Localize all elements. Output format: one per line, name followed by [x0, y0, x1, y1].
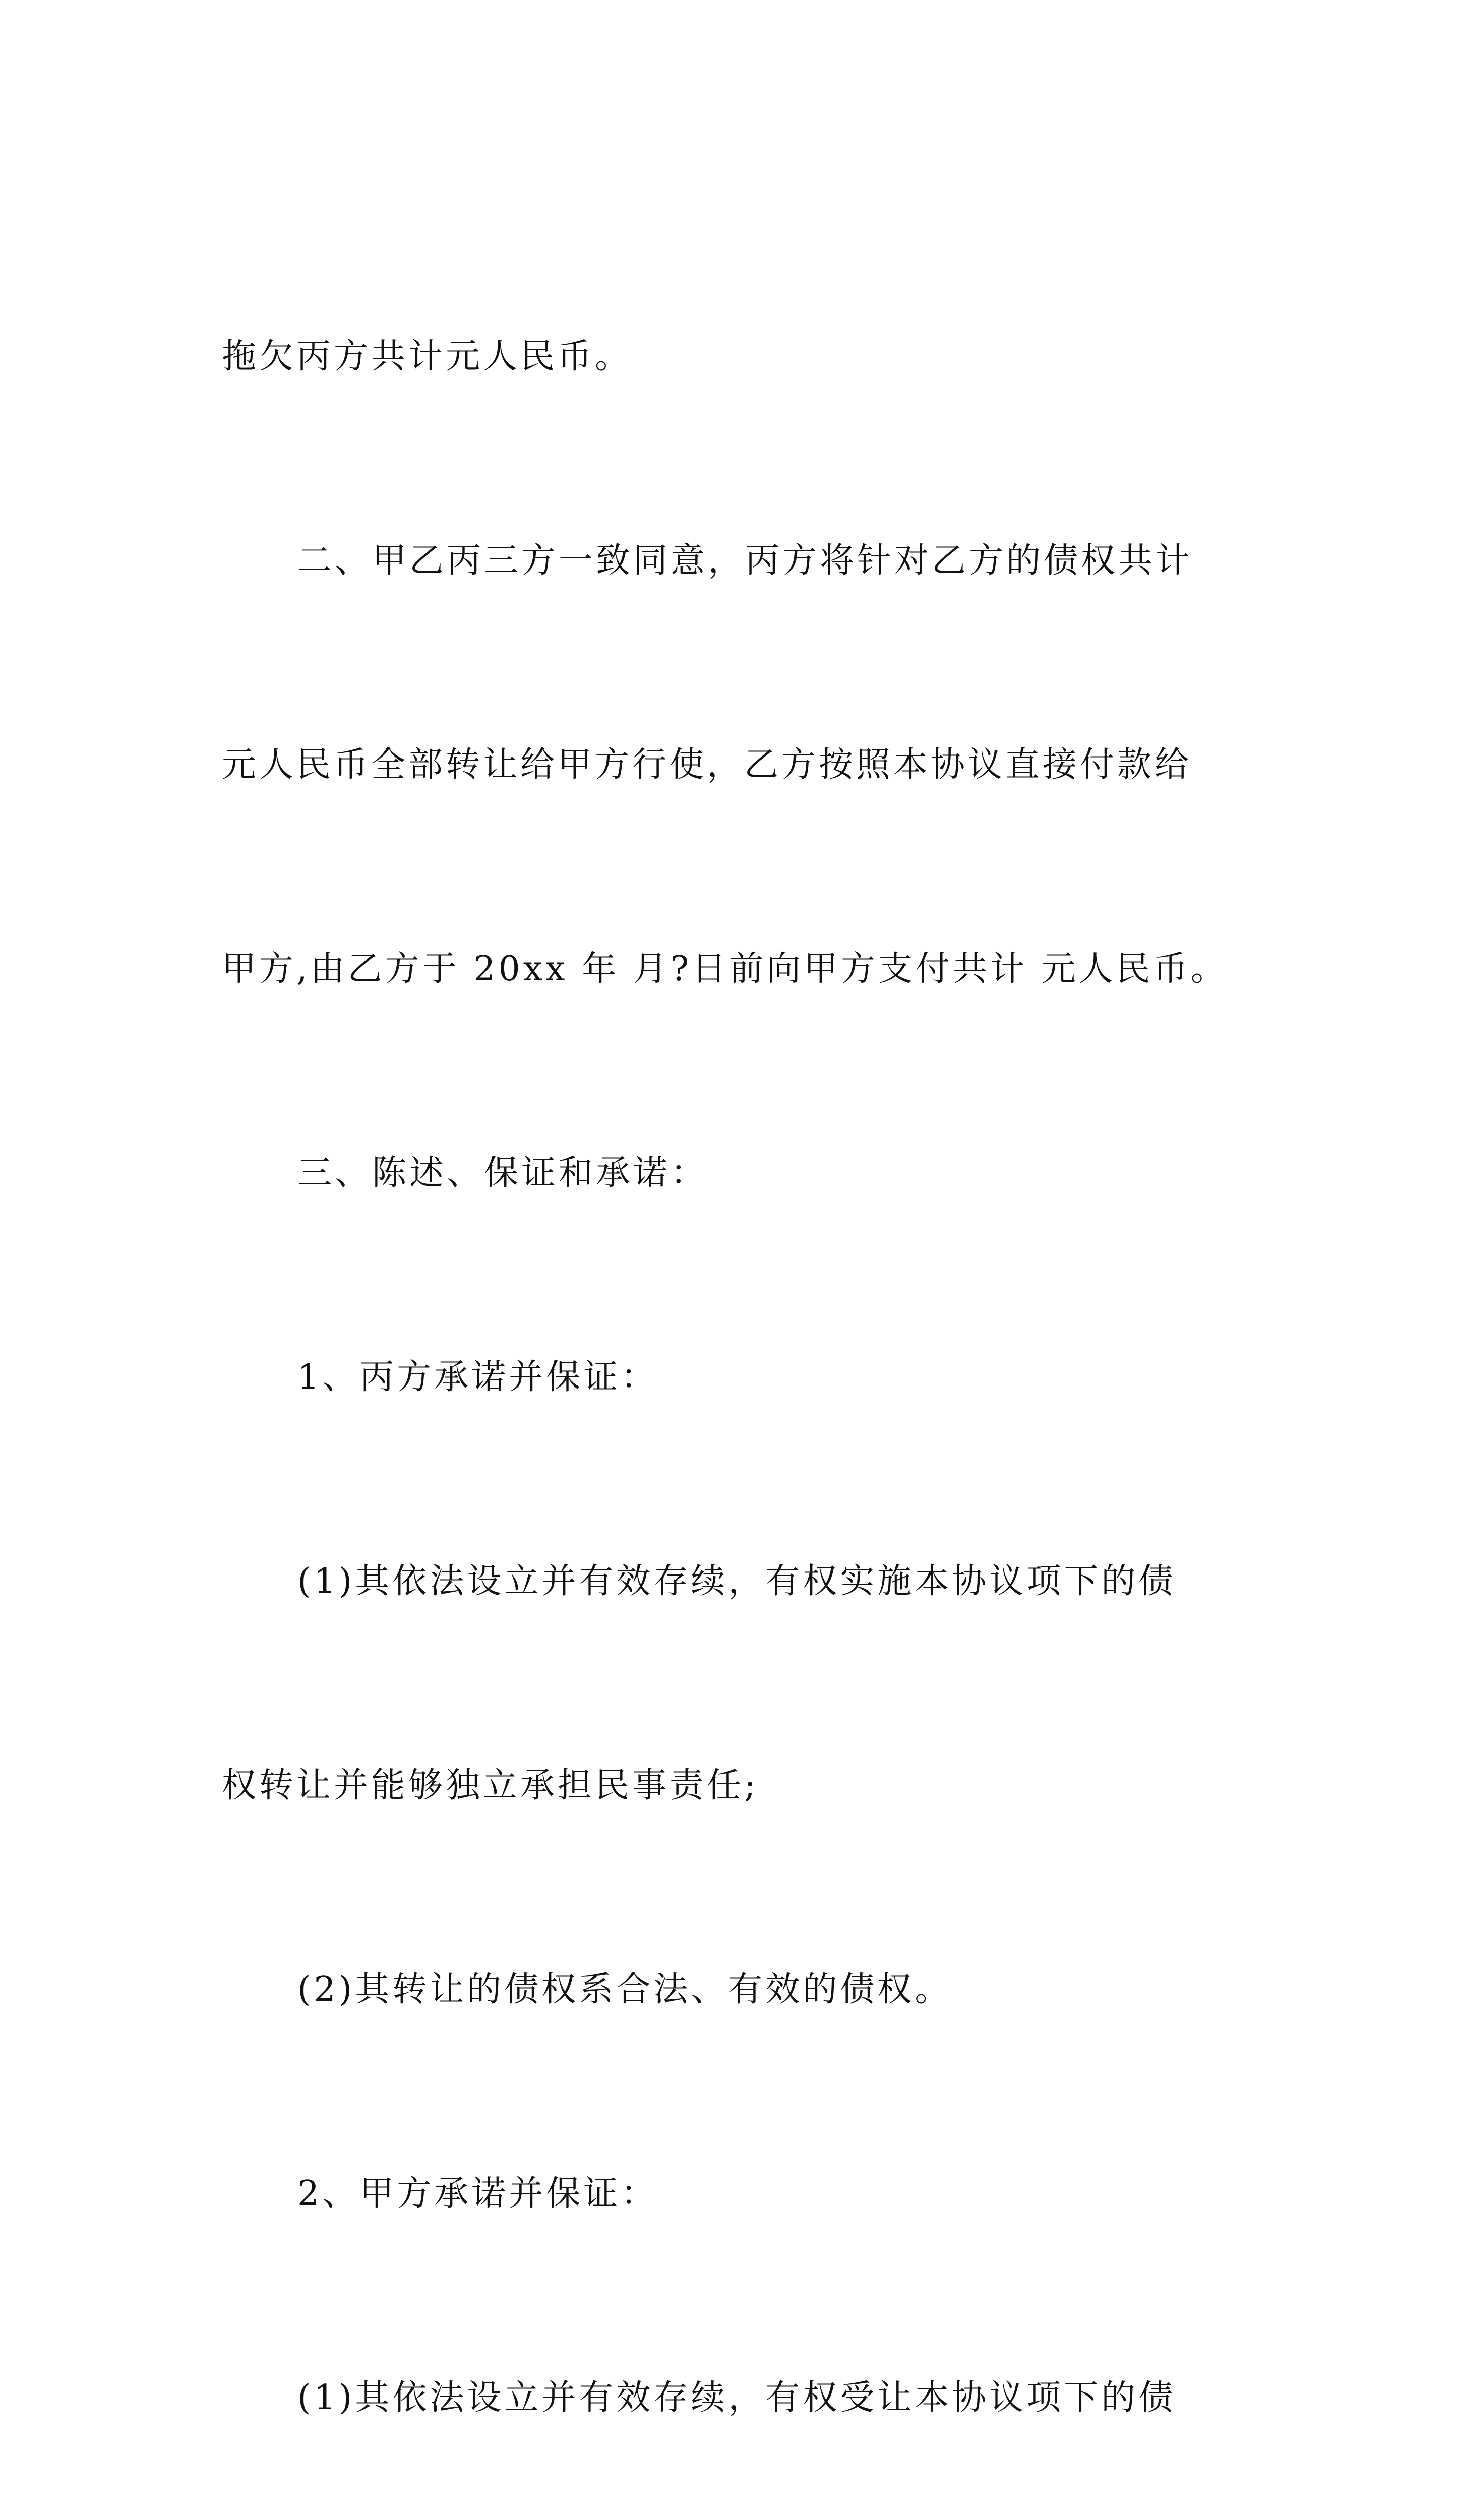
text-line: 权转让并能够独立承担民事责任; — [222, 1766, 759, 1805]
text-line: 拖欠丙方共计元人民币。 — [222, 337, 633, 376]
subclause-1-item-1: (1)其依法设立并有效存续，有权实施本协议项下的债 — [297, 1561, 1176, 1601]
subclause-1-heading: 1、丙方承诺并保证： — [297, 1357, 658, 1397]
subclause-2-item-1: (1)其依法设立并有效存续，有权受让本协议项下的债 — [297, 2378, 1176, 2418]
clause-3-heading: 三、陈述、保证和承诺： — [297, 1153, 708, 1193]
clause-2: 二、甲乙丙三方一致同意，丙方将针对乙方的债权共计 — [297, 541, 1193, 581]
document-body — [222, 186, 1255, 2520]
text-line: 元人民币全部转让给甲方行使，乙方按照本协议直接付款给 — [222, 745, 1192, 785]
text-line: 甲方,由乙方于 20xx 年 月?日前向甲方支付共计 元人民币。 — [222, 949, 1228, 989]
subclause-1-item-2: (2)其转让的债权系合法、有效的债权。 — [297, 1970, 952, 2009]
subclause-2-heading: 2、甲方承诺并保证： — [297, 2174, 658, 2214]
